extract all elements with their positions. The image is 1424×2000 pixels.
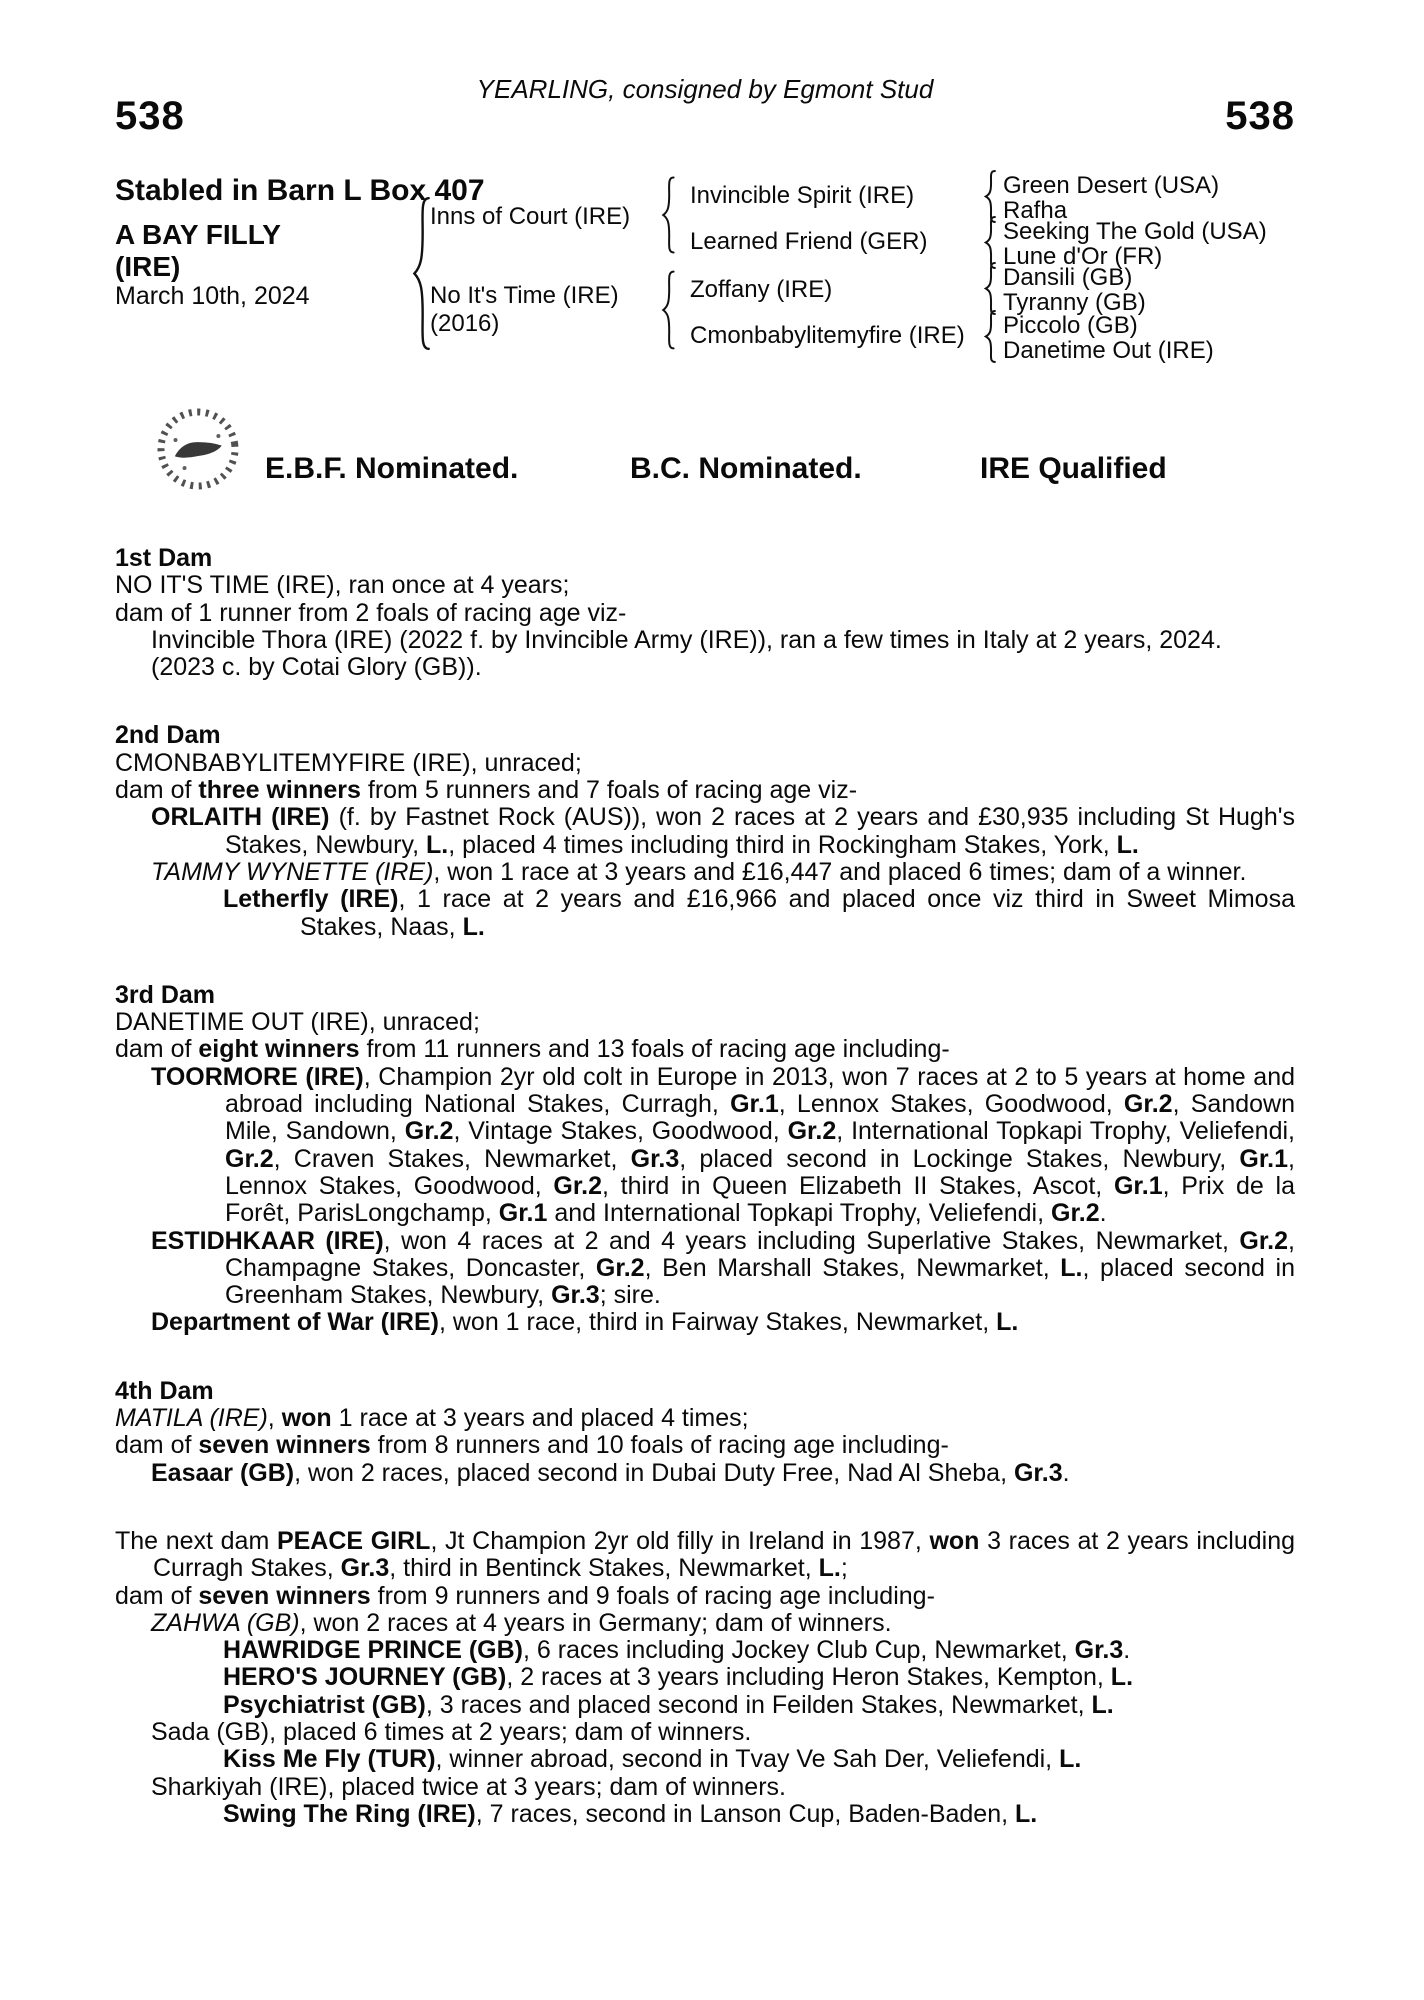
section-heading: 2nd Dam: [115, 721, 221, 750]
dam-name: No It's Time (IRE): [430, 282, 619, 309]
curly-brace-icon: [410, 195, 432, 352]
granddam-name: Learned Friend (GER): [690, 228, 928, 255]
dam-section: [115, 545, 1295, 681]
bc-nomination: B.C. Nominated.: [630, 452, 862, 485]
pedigree-paragraph: Easaar (GB), won 2 races, placed second in Dubai Duty Free, Nad Al Sheba, Gr.3.: [151, 1458, 1070, 1487]
dam-section: [115, 722, 1295, 940]
pedigree-paragraph: NO IT'S TIME (IRE), ran once at 4 years;: [115, 571, 570, 600]
pedigree-paragraph: Kiss Me Fly (TUR), winner abroad, second in Tvay Ve Sah Der, Veliefendi, L.: [223, 1745, 1082, 1774]
consignment-line: YEARLING, consigned by Egmont Stud: [476, 74, 934, 104]
pedigree-paragraph: ESTIDHKAAR (IRE), won 4 races at 2 and 4 years including Superlative Stakes, Newmarket, Gr.2, Champagne Stakes, Doncaster, Gr.2, Ben Marshall Stakes, Newmarket, L., placed second in Greenham Stakes, Newbury, Gr.3; sire.: [151, 1226, 1295, 1310]
nominations-row: [115, 452, 1295, 488]
pedigree-paragraph: (2023 c. by Cotai Glory (GB)).: [151, 653, 482, 682]
pedigree-paragraph: dam of 1 runner from 2 foals of racing age viz-: [115, 598, 627, 627]
pedigree-paragraph: Sada (GB), placed 6 times at 2 years; dam of winners.: [151, 1717, 752, 1746]
pedigree-paragraph: dam of eight winners from 11 runners and 13 foals of racing age including-: [115, 1035, 950, 1064]
subject-name: A BAY FILLY: [115, 219, 281, 250]
pedigree-paragraph: Invincible Thora (IRE) (2022 f. by Invincible Army (IRE)), ran a few times in Italy at 2 years, 2024.: [151, 625, 1222, 654]
ebf-nomination: E.B.F. Nominated.: [265, 452, 519, 485]
lot-number-right: 538: [1225, 94, 1295, 138]
dam-year: (2016): [430, 310, 500, 337]
ire-qualified: IRE Qualified: [980, 452, 1167, 485]
pedigree-paragraph: dam of seven winners from 8 runners and 10 foals of racing age including-: [115, 1431, 949, 1460]
pedigree-paragraph: TOORMORE (IRE), Champion 2yr old colt in Europe in 2013, won 7 races at 2 to 5 years at home and abroad including National Stakes, Curragh, Gr.1, Lennox Stakes, Goodwood, Gr.2, Sandown Mile, Sandown, Gr.2, Vintage Stakes, Goodwood, Gr.2, International Topkapi Trophy, Veliefendi, Gr.2, Craven Stakes, Newmarket, Gr.3, placed second in Lockinge Stakes, Newbury, Gr.1, Lennox Stakes, Goodwood, Gr.2, third in Queen Elizabeth II Stakes, Ascot, Gr.1, Prix de la Forêt, ParisLongchamp, Gr.1 and International Topkapi Trophy, Veliefendi, Gr.2.: [151, 1062, 1296, 1228]
sire-name: Inns of Court (IRE): [430, 203, 631, 230]
great-grandparent-name: Rafha: [1003, 197, 1068, 224]
pedigree-paragraph: dam of three winners from 5 runners and 7 foals of racing age viz-: [115, 776, 858, 805]
grandsire-name: Invincible Spirit (IRE): [690, 182, 915, 209]
pedigree-chart: [115, 170, 1310, 420]
great-grandparent-name: Lune d'Or (FR): [1003, 243, 1163, 270]
pedigree-paragraph: Swing The Ring (IRE), 7 races, second in Lanson Cup, Baden-Baden, L.: [223, 1799, 1038, 1828]
pedigree-sections: [115, 545, 1295, 1828]
subject-foaling-date: March 10th, 2024: [115, 282, 310, 310]
pedigree-paragraph: dam of seven winners from 9 runners and 9 foals of racing age including-: [115, 1581, 935, 1610]
great-grandparent-name: Dansili (GB): [1003, 264, 1133, 291]
section-heading: 4th Dam: [115, 1376, 214, 1405]
curly-brace-icon: [660, 270, 676, 350]
pedigree-paragraph: CMONBABYLITEMYFIRE (IRE), unraced;: [115, 748, 582, 777]
stabling-line: Stabled in Barn L Box 407: [115, 174, 485, 207]
curly-brace-icon: [660, 176, 676, 254]
pedigree-paragraph: ZAHWA (GB), won 2 races at 4 years in Germany; dam of winners.: [151, 1608, 892, 1637]
great-grandparent-name: Tyranny (GB): [1003, 289, 1146, 316]
section-heading: 3rd Dam: [115, 980, 216, 1009]
pedigree-paragraph: MATILA (IRE), won 1 race at 3 years and placed 4 times;: [115, 1404, 749, 1433]
curly-brace-icon: [983, 262, 997, 315]
pedigree-paragraph: HAWRIDGE PRINCE (GB), 6 races including Jockey Club Cup, Newmarket, Gr.3.: [223, 1636, 1131, 1665]
pedigree-paragraph: Psychiatrist (GB), 3 races and placed second in Feilden Stakes, Newmarket, L.: [223, 1690, 1114, 1719]
pedigree-paragraph: Department of War (IRE), won 1 race, third in Fairway Stakes, Newmarket, L.: [151, 1308, 1019, 1337]
lot-number-left: 538: [115, 94, 185, 138]
pedigree-paragraph: Letherfly (IRE), 1 race at 2 years and £16,966 and placed once viz third in Sweet Mimosa Stakes, Naas, L.: [223, 885, 1295, 941]
grandsire-name: Zoffany (IRE): [690, 276, 833, 303]
pedigree-paragraph: ORLAITH (IRE) (f. by Fastnet Rock (AUS)), won 2 races at 2 years and £30,935 including St Hugh's Stakes, Newbury, L., placed 4 times including third in Rockingham Stakes, York, L.: [151, 803, 1295, 859]
curly-brace-icon: [983, 310, 997, 363]
dam-section: [115, 1378, 1295, 1487]
subject-suffix: (IRE): [115, 251, 181, 282]
pedigree-paragraph: Sharkiyah (IRE), placed twice at 3 years; dam of winners.: [151, 1772, 786, 1801]
pedigree-paragraph: DANETIME OUT (IRE), unraced;: [115, 1008, 480, 1037]
pedigree-paragraph: HERO'S JOURNEY (GB), 2 races at 3 years including Heron Stakes, Kempton, L.: [223, 1663, 1134, 1692]
dam-section: [115, 1528, 1295, 1828]
great-grandparent-name: Seeking The Gold (USA): [1003, 218, 1267, 245]
pedigree-paragraph: TAMMY WYNETTE (IRE), won 1 race at 3 years and £16,447 and placed 6 times; dam of a winner.: [151, 857, 1247, 886]
section-heading: 1st Dam: [115, 544, 213, 572]
pedigree-paragraph: The next dam PEACE GIRL, Jt Champion 2yr old filly in Ireland in 1987, won 3 races at 2 years including Curragh Stakes, Gr.3, third in Bentinck Stakes, Newmarket, L.;: [115, 1526, 1296, 1583]
great-grandparent-name: Green Desert (USA): [1003, 172, 1220, 199]
granddam-name: Cmonbabylitemyfire (IRE): [690, 322, 965, 349]
great-grandparent-name: Danetime Out (IRE): [1003, 337, 1214, 364]
great-grandparent-name: Piccolo (GB): [1003, 312, 1138, 339]
dam-section: [115, 982, 1295, 1337]
